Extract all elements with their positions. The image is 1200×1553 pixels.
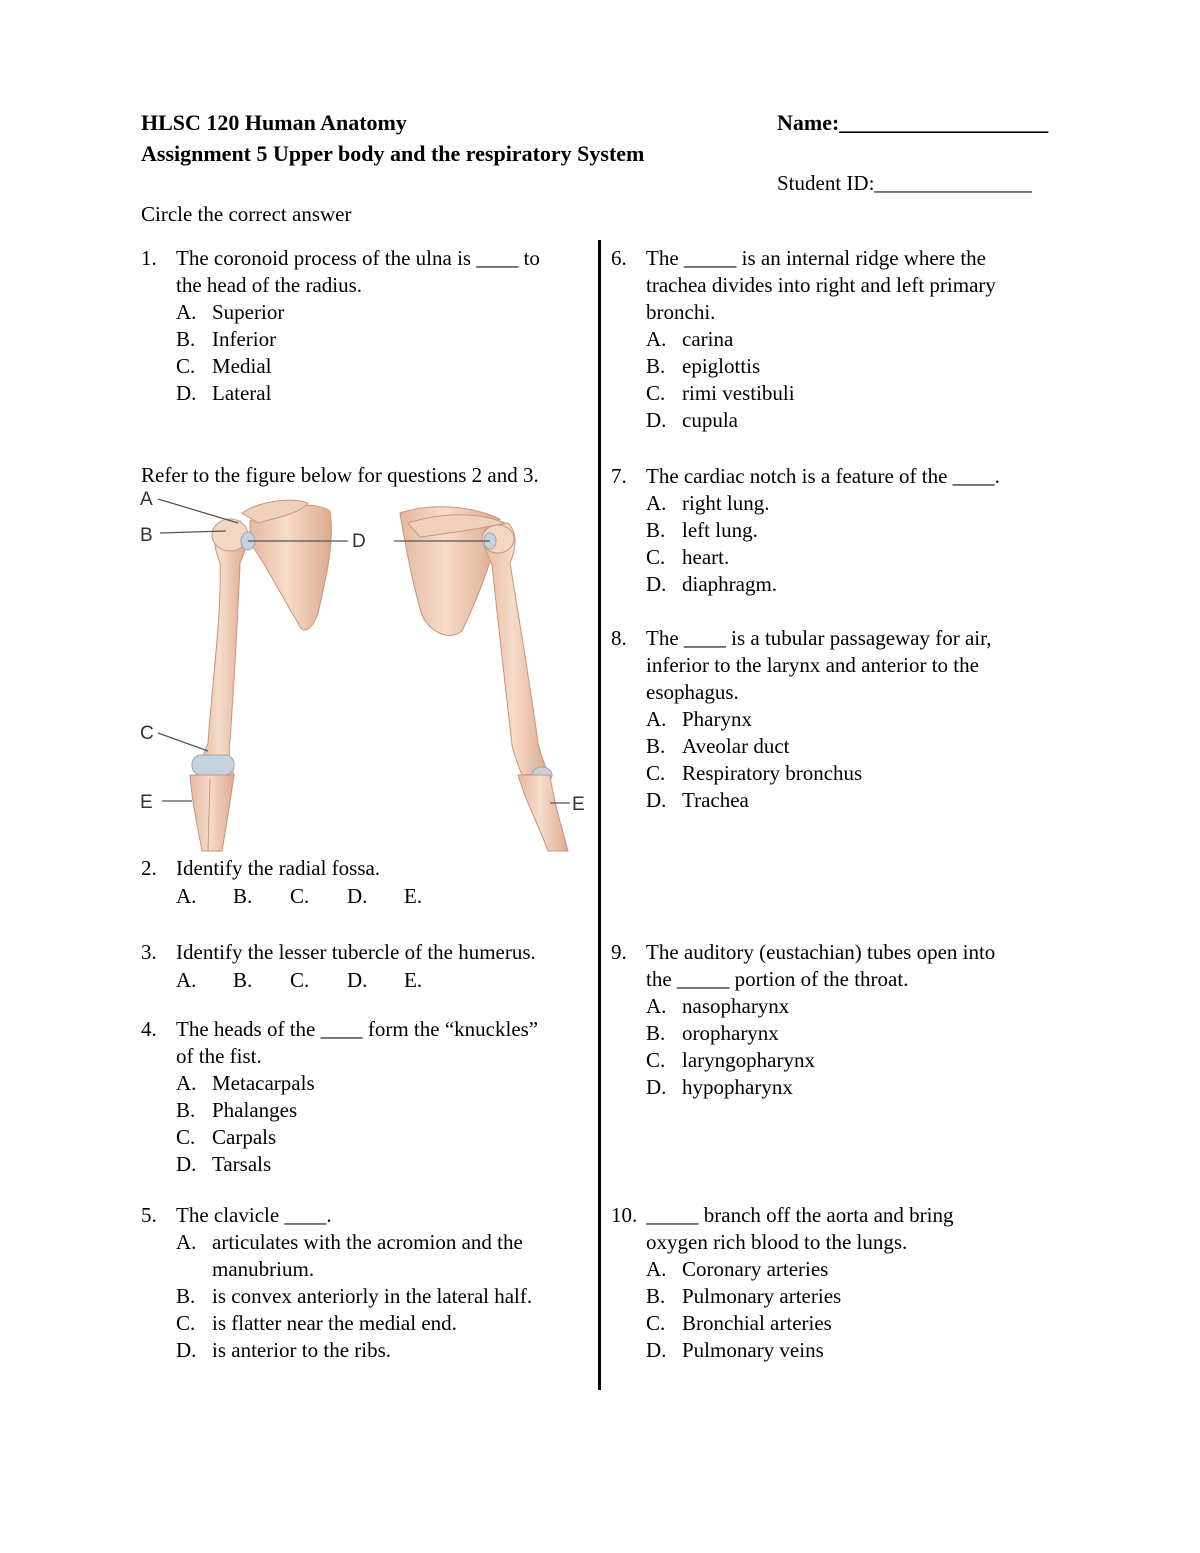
humerus-anterior — [198, 521, 246, 775]
figure-label-b: B — [140, 525, 153, 546]
answer-option-c[interactable]: C. — [290, 968, 310, 992]
figure-label-e-left: E — [140, 792, 153, 813]
question-number: 2. — [141, 856, 157, 880]
answer-options — [176, 967, 461, 994]
question-stem: Identify the radial fossa. — [176, 856, 381, 880]
answer-option-c[interactable]: C. — [290, 884, 310, 908]
answer-option-a[interactable]: A. — [176, 968, 197, 992]
question-number: 4. — [141, 1017, 157, 1041]
figure-label-c: C — [140, 723, 154, 744]
question-9: 9. The auditory (eustachian) tubes open into the _____ portion of the throat. A. nasopharynx B. oropharynx C. laryngopharynx D. hypopharynx — [611, 940, 996, 1099]
student-id-field-label: Student ID:_______________ — [777, 171, 1032, 195]
question-stem: The heads of the ____ form the “knuckles” of the fist. — [176, 1017, 539, 1068]
radius-ulna-posterior — [518, 775, 568, 851]
radius-ulna-anterior — [190, 775, 234, 851]
name-field-label: Name:___________________ — [777, 110, 1049, 135]
humerus-posterior — [484, 523, 548, 775]
answer-option-a[interactable]: A. — [176, 884, 197, 908]
figure-label-a: A — [140, 489, 153, 510]
scapula-anterior — [250, 505, 331, 630]
question-stem: The cardiac notch is a feature of the ____. — [646, 464, 1000, 488]
question-1: 1. The coronoid process of the ulna is ____ to the head of the radius. A. Superior B. Inferior C. Medial D. Lateral — [141, 246, 540, 405]
question-6: 6. The _____ is an internal ridge where the trachea divides into right and left primary bronchi. A. carina B. epiglottis C. rimi vestibuli D. cupula — [611, 246, 996, 432]
question-number: 10. — [611, 1203, 638, 1227]
question-10: 10. _____ branch off the aorta and bring oxygen rich blood to the lungs. A. Coronary arteries B. Pulmonary arteries C. Bronchial arteries D. Pulmonary veins — [611, 1203, 954, 1362]
question-number: 6. — [611, 246, 627, 270]
question-7: 7. The cardiac notch is a feature of the ____. A. right lung. B. left lung. C. heart. D. diaphragm. — [611, 464, 1000, 596]
question-number: 3. — [141, 940, 157, 964]
figure-label-e-right: E — [572, 794, 585, 815]
question-number: 8. — [611, 626, 627, 650]
question-2 — [141, 855, 591, 915]
course-title: HLSC 120 Human Anatomy — [141, 110, 407, 135]
question-3 — [141, 939, 591, 999]
answer-option-d[interactable]: D. — [347, 884, 368, 908]
answer-option-e[interactable]: E. — [404, 884, 423, 908]
answer-option-e[interactable]: E. — [404, 968, 423, 992]
question-4: 4. The heads of the ____ form the “knuckles” of the fist. A. Metacarpals B. Phalanges C. Carpals D. Tarsals — [141, 1017, 539, 1176]
question-stem: Identify the lesser tubercle of the humerus. — [176, 940, 536, 964]
question-stem: The coronoid process of the ulna is ____ to the head of the radius. — [176, 246, 540, 297]
question-number: 1. — [141, 246, 157, 270]
figure-label-d: D — [352, 531, 366, 552]
question-stem: _____ branch off the aorta and bring oxygen rich blood to the lungs. — [646, 1203, 954, 1254]
answer-options — [176, 883, 461, 910]
question-stem: The clavicle ____. — [176, 1203, 332, 1227]
answer-option-b[interactable]: B. — [233, 884, 253, 908]
humerus-scapula-figure — [130, 483, 600, 853]
question-stem: The _____ is an internal ridge where the trachea divides into right and left primary bronchi. — [646, 246, 996, 324]
answer-option-d[interactable]: D. — [347, 968, 368, 992]
question-number: 5. — [141, 1203, 157, 1227]
assignment-title: Assignment 5 Upper body and the respiratory System — [141, 141, 645, 166]
question-8: 8. The ____ is a tubular passageway for air, inferior to the larynx and anterior to the esophagus. A. Pharynx B. Aveolar duct C. Respiratory bronchus D. Trachea — [611, 626, 992, 812]
instruction-text: Circle the correct answer — [141, 202, 352, 226]
answer-option-b[interactable]: B. — [233, 968, 253, 992]
question-5: 5. The clavicle ____. A. articulates with the acromion and the manubrium. B. is convex anteriorly in the lateral half. C. is flatter near the medial end. D. is anterior to the ribs. — [141, 1203, 533, 1362]
figure-intro-text: Refer to the figure below for questions 2 and 3. — [141, 463, 539, 487]
question-stem: The ____ is a tubular passageway for air, inferior to the larynx and anterior to the esophagus. — [646, 626, 992, 704]
question-stem: The auditory (eustachian) tubes open into the _____ portion of the throat. — [646, 940, 996, 991]
question-number: 7. — [611, 464, 627, 488]
question-number: 9. — [611, 940, 627, 964]
